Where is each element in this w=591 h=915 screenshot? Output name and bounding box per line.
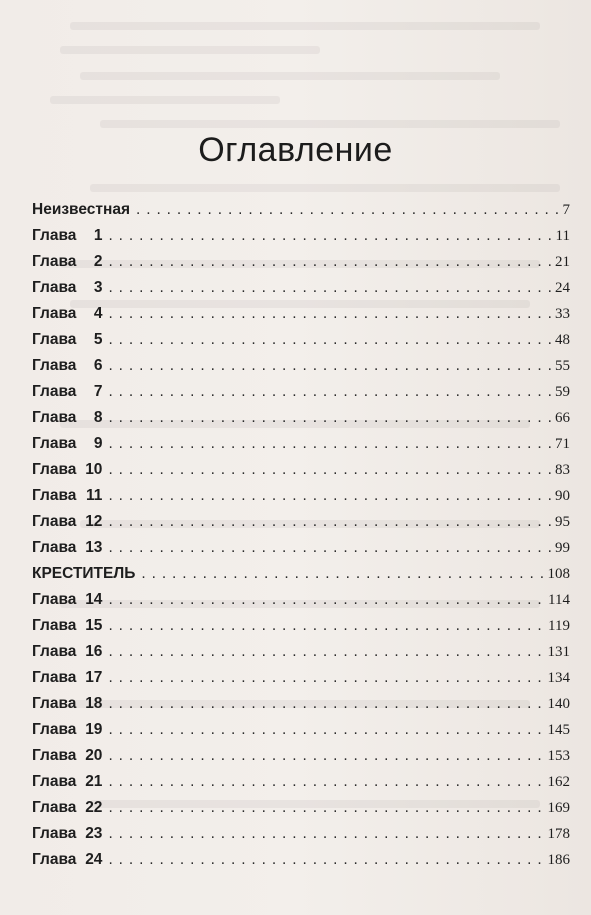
toc-entry-label: [32, 669, 102, 687]
toc-entry[interactable]: [32, 461, 570, 487]
toc-entry-number: 18: [85, 695, 103, 712]
dot-leader: [108, 851, 543, 869]
toc-entry-number: 15: [85, 617, 103, 634]
dot-leader: [108, 591, 544, 609]
toc-entry-title: Глава: [32, 461, 77, 478]
toc-entry-number: 23: [85, 825, 103, 842]
toc-entry-label: [32, 383, 102, 401]
bleed-through-line: [100, 120, 560, 128]
page-title: Оглавление: [198, 131, 393, 169]
toc-entry-page: 59: [555, 384, 570, 400]
toc-entry-page: 11: [555, 228, 570, 244]
dot-leader: [108, 539, 551, 557]
dot-leader: [108, 227, 551, 245]
toc-entry-number: 2: [93, 253, 103, 270]
toc-entry-page: 162: [547, 774, 570, 790]
toc-entry-number: 5: [93, 331, 103, 348]
toc-entry-label: [32, 331, 102, 349]
toc-entry-title: Глава: [32, 513, 77, 530]
dot-leader: [108, 435, 551, 453]
toc-entry-title: КРЕСТИТЕЛЬ: [32, 565, 136, 582]
toc-entry[interactable]: [32, 747, 570, 773]
toc-entry-title: Глава: [32, 383, 77, 400]
toc-entry-page: 134: [547, 670, 570, 686]
toc-entry-page: 153: [547, 748, 570, 764]
toc-entry[interactable]: [32, 383, 570, 409]
dot-leader: [108, 409, 551, 427]
toc-entry-page: 140: [547, 696, 570, 712]
toc-entry-number: 4: [93, 305, 103, 322]
dot-leader: [108, 253, 551, 271]
toc-entry-label: [32, 825, 102, 843]
toc-entry[interactable]: [32, 435, 570, 461]
toc-entry-label: [32, 799, 102, 817]
bleed-through-line: [60, 46, 320, 54]
bleed-through-line: [50, 96, 280, 104]
toc-entry-page: 178: [547, 826, 570, 842]
toc-entry[interactable]: [32, 669, 570, 695]
toc-entry-page: 33: [555, 306, 570, 322]
toc-entry-number: 17: [85, 669, 103, 686]
toc-entry-title: Глава: [32, 409, 77, 426]
toc-entry[interactable]: [32, 539, 570, 565]
toc-entry-page: 131: [547, 644, 570, 660]
toc-entry-label: [32, 435, 102, 453]
dot-leader: [108, 773, 543, 791]
toc-entry[interactable]: [32, 591, 570, 617]
bleed-through-line: [90, 184, 560, 192]
toc-entry-title: Глава: [32, 825, 77, 842]
table-of-contents: [32, 201, 570, 877]
toc-entry-title: Глава: [32, 253, 77, 270]
dot-leader: [108, 747, 543, 765]
toc-entry-page: 169: [547, 800, 570, 816]
toc-entry-number: 6: [93, 357, 103, 374]
toc-entry-number: 14: [85, 591, 103, 608]
toc-entry-label: [32, 487, 102, 505]
toc-entry[interactable]: [32, 253, 570, 279]
dot-leader: [108, 383, 551, 401]
toc-entry-title: Глава: [32, 695, 77, 712]
toc-entry[interactable]: [32, 331, 570, 357]
toc-entry-number: 7: [93, 383, 103, 400]
bleed-through-line: [70, 22, 540, 30]
toc-entry-page: 114: [548, 592, 570, 608]
toc-entry-page: 83: [555, 462, 570, 478]
toc-entry-number: 22: [85, 799, 103, 816]
toc-entry-label: [32, 253, 102, 271]
toc-entry-title: Глава: [32, 617, 77, 634]
dot-leader: [108, 825, 543, 843]
toc-entry-number: 21: [85, 773, 103, 790]
toc-entry[interactable]: [32, 227, 570, 253]
toc-entry-page: 99: [555, 540, 570, 556]
toc-entry[interactable]: [32, 409, 570, 435]
toc-entry-label: [32, 851, 102, 869]
toc-entry-label: [32, 617, 102, 635]
toc-entry-page: 24: [555, 280, 570, 296]
bleed-through-line: [80, 72, 500, 80]
toc-entry-title: Глава: [32, 851, 77, 868]
toc-entry-page: 55: [555, 358, 570, 374]
dot-leader: [108, 643, 543, 661]
toc-entry-number: 20: [85, 747, 103, 764]
dot-leader: [141, 565, 543, 583]
toc-entry-page: 66: [555, 410, 570, 426]
toc-entry-page: 21: [555, 254, 570, 270]
dot-leader: [108, 695, 543, 713]
toc-entry-page: 95: [555, 514, 570, 530]
dot-leader: [108, 617, 544, 635]
toc-entry-title: Глава: [32, 487, 77, 504]
toc-entry-title: Глава: [32, 435, 77, 452]
toc-entry[interactable]: [32, 695, 570, 721]
toc-entry-title: Глава: [32, 747, 77, 764]
dot-leader: [136, 201, 558, 219]
toc-entry-label: [32, 747, 102, 765]
dot-leader: [108, 487, 551, 505]
toc-entry-label: [32, 513, 102, 531]
toc-entry[interactable]: [32, 565, 570, 591]
toc-entry-label: [32, 305, 102, 323]
toc-entry[interactable]: [32, 279, 570, 305]
toc-entry-page: 145: [547, 722, 570, 738]
toc-entry[interactable]: [32, 799, 570, 825]
toc-entry[interactable]: [32, 851, 570, 877]
toc-entry-label: [32, 721, 102, 739]
toc-entry-number: 11: [86, 487, 103, 504]
toc-entry-title: Глава: [32, 279, 77, 296]
dot-leader: [108, 357, 551, 375]
dot-leader: [108, 331, 551, 349]
toc-entry-label: [32, 591, 102, 609]
toc-entry-title: Глава: [32, 721, 77, 738]
toc-entry-page: 119: [548, 618, 570, 634]
toc-entry[interactable]: [32, 487, 570, 513]
toc-entry-label: [32, 539, 102, 557]
toc-entry[interactable]: [32, 643, 570, 669]
toc-entry-number: 10: [85, 461, 103, 478]
dot-leader: [108, 461, 551, 479]
toc-entry-label: [32, 201, 130, 219]
toc-entry-page: 71: [555, 436, 570, 452]
toc-entry[interactable]: [32, 305, 570, 331]
dot-leader: [108, 669, 543, 687]
toc-entry-number: 8: [93, 409, 103, 426]
dot-leader: [108, 721, 543, 739]
toc-entry-label: [32, 227, 102, 245]
toc-entry-title: Глава: [32, 669, 77, 686]
toc-entry[interactable]: [32, 357, 570, 383]
toc-entry-number: 3: [93, 279, 103, 296]
toc-entry[interactable]: [32, 617, 570, 643]
toc-entry-number: 1: [93, 227, 103, 244]
toc-entry-page: 186: [547, 852, 570, 868]
toc-entry-label: [32, 695, 102, 713]
toc-entry-page: 48: [555, 332, 570, 348]
toc-entry-title: Глава: [32, 227, 77, 244]
toc-entry-label: [32, 409, 102, 427]
toc-entry-label: [32, 279, 102, 297]
toc-entry-number: 16: [85, 643, 103, 660]
toc-entry-page: 108: [547, 566, 570, 582]
toc-entry-title: Глава: [32, 799, 77, 816]
toc-entry-page: 7: [562, 202, 570, 218]
dot-leader: [108, 799, 543, 817]
toc-entry[interactable]: [32, 825, 570, 851]
dot-leader: [108, 513, 551, 531]
toc-entry-label: [32, 357, 102, 375]
toc-entry-title: Глава: [32, 305, 77, 322]
toc-entry[interactable]: [32, 773, 570, 799]
dot-leader: [108, 305, 551, 323]
toc-entry[interactable]: [32, 721, 570, 747]
toc-entry-title: Глава: [32, 357, 77, 374]
toc-entry-number: 9: [93, 435, 103, 452]
toc-entry[interactable]: [32, 513, 570, 539]
toc-entry-label: [32, 773, 102, 791]
toc-entry-title: Глава: [32, 331, 77, 348]
dot-leader: [108, 279, 551, 297]
toc-entry-number: 13: [85, 539, 103, 556]
toc-entry-number: 24: [85, 851, 103, 868]
toc-entry-number: 19: [85, 721, 103, 738]
toc-entry-title: Глава: [32, 591, 77, 608]
toc-entry-label: [32, 565, 135, 583]
toc-entry-number: 12: [85, 513, 103, 530]
toc-entry[interactable]: [32, 201, 570, 227]
toc-entry-title: Глава: [32, 643, 77, 660]
toc-entry-label: [32, 461, 102, 479]
toc-entry-label: [32, 643, 102, 661]
toc-entry-title: Неизвестная: [32, 201, 131, 218]
toc-entry-title: Глава: [32, 539, 77, 556]
toc-entry-title: Глава: [32, 773, 77, 790]
toc-entry-page: 90: [555, 488, 570, 504]
